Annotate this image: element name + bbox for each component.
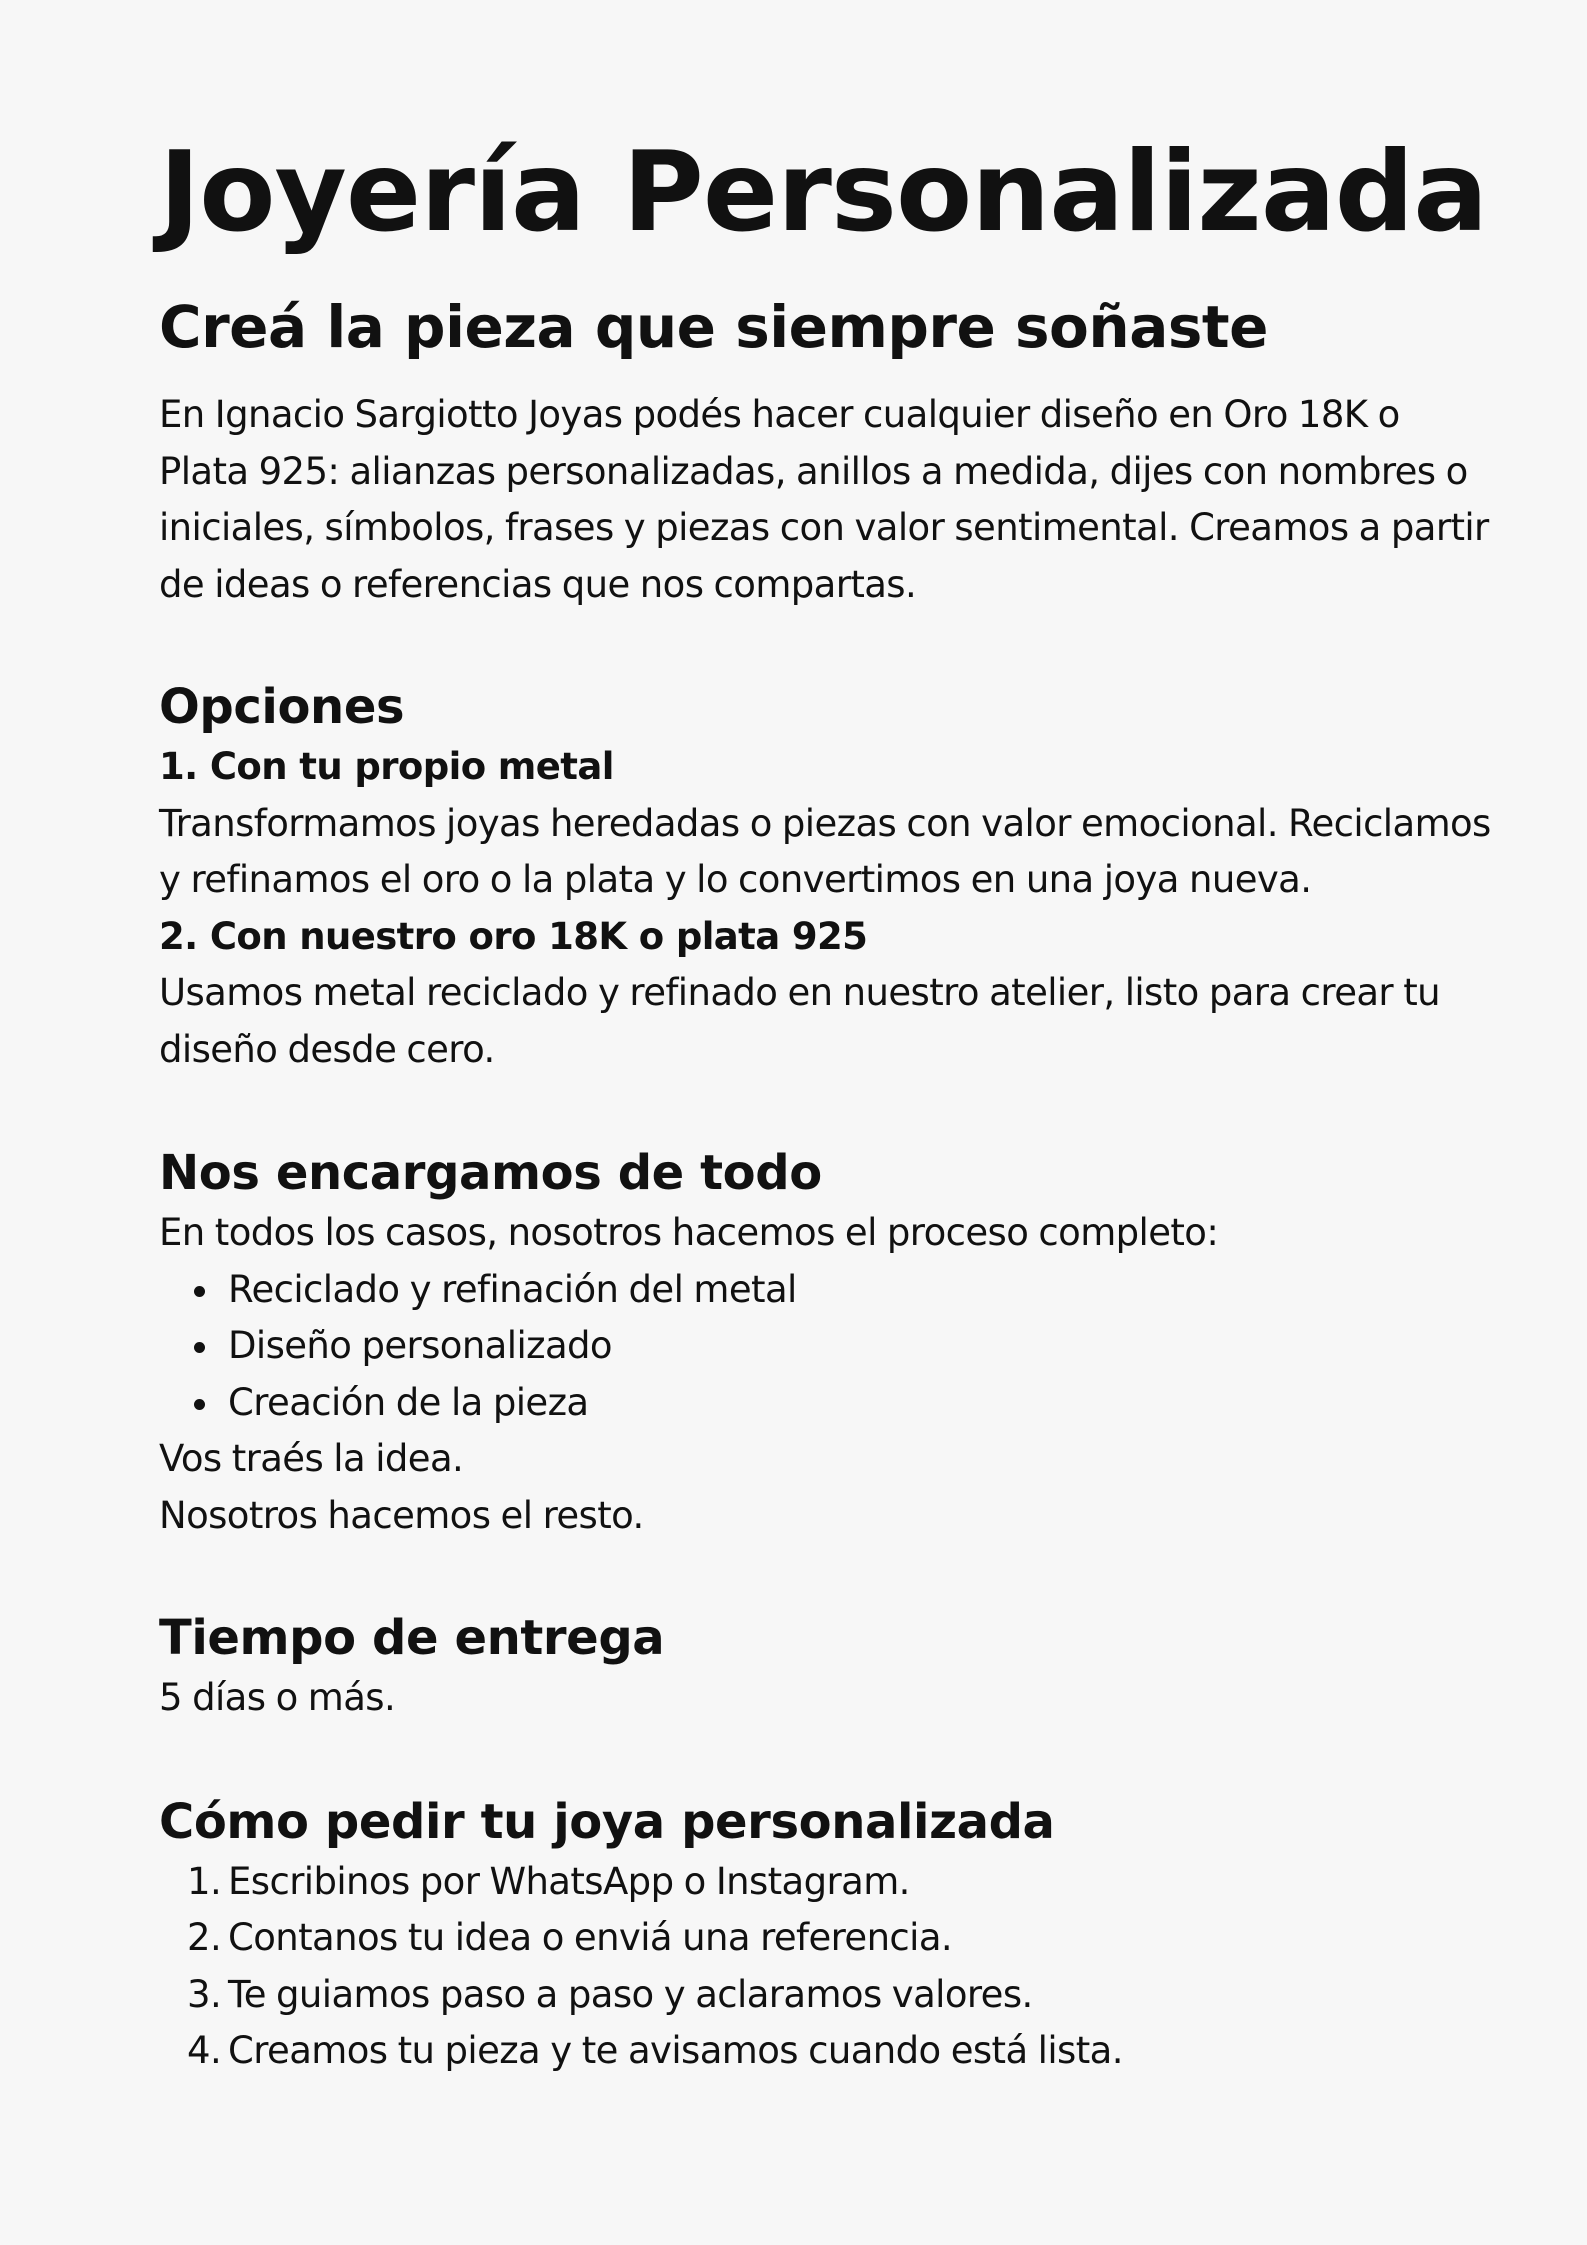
intro-paragraph: En Ignacio Sargiotto Joyas podés hacer cualquier diseño en Oro 18K o Plata 925: alianzas personalizadas, anillos a medida, dijes con nombres o iniciales, símbolos, frases y piezas con valor sentimental. Creamos a partir de ideas o referencias que nos compartas. [159,393,1489,606]
option-description: Usamos metal reciclado y refinado en nuestro atelier, listo para crear tu diseño desde cero. [159,971,1440,1071]
bullet-icon [194,1286,205,1297]
step-item [159,1910,1499,1967]
step-text: Contanos tu idea o enviá una referencia. [228,1916,953,1959]
step-text: Creamos tu pieza y te avisamos cuando está lista. [228,2029,1123,2072]
steps-list [159,1854,1499,2080]
delivery-heading: Tiempo de entrega [159,1610,665,1666]
list-item [159,1262,1499,1319]
list-item-text: Reciclado y refinación del metal [228,1267,797,1311]
list-item [159,1375,1499,1432]
how-to-heading: Cómo pedir tu joya personalizada [159,1793,1055,1850]
step-item [159,1854,1499,1911]
step-item [159,2023,1499,2080]
option-item [159,739,1499,909]
delivery-text: 5 días o más. [159,1676,396,1719]
document-page [159,118,1499,2080]
page-subtitle: Creá la pieza que siempre soñaste [159,293,1268,361]
option-title: 1. Con tu propio metal [159,745,614,788]
bullet-icon [194,1342,205,1353]
list-item-text: Diseño personalizado [228,1324,612,1367]
step-item [159,1967,1499,2024]
step-number: 4. [187,2029,222,2072]
service-lead: En todos los casos, nosotros hacemos el proceso completo: [159,1211,1219,1254]
list-item-text: Creación de la pieza [228,1380,589,1424]
step-number: 3. [187,1972,222,2016]
bullet-icon [194,1399,205,1410]
service-bullet-list [159,1262,1499,1432]
option-description: Transformamos joyas heredadas o piezas con valor emocional. Reciclamos y refinamos el oro o la plata y lo convertimos en una joya nueva. [159,801,1491,901]
service-heading: Nos encargamos de todo [159,1145,822,1201]
step-number: 2. [187,1916,222,1959]
service-section [159,1141,1499,1544]
page-title: Joyería Personalizada [159,128,1488,257]
step-number: 1. [187,1859,222,1903]
step-text: Te guiamos paso a paso y aclaramos valores. [228,1972,1033,2016]
step-text: Escribinos por WhatsApp o Instagram. [228,1859,910,1903]
option-item [159,909,1499,1079]
list-item [159,1318,1499,1375]
options-section [159,675,1499,1078]
service-closing-line: Nosotros hacemos el resto. [159,1493,644,1537]
option-title: 2. Con nuestro oro 18K o plata 925 [159,914,868,958]
how-to-section [159,1790,1499,2080]
delivery-section [159,1606,1499,1727]
service-closing-line: Vos traés la idea. [159,1437,464,1480]
options-heading: Opciones [159,679,405,735]
